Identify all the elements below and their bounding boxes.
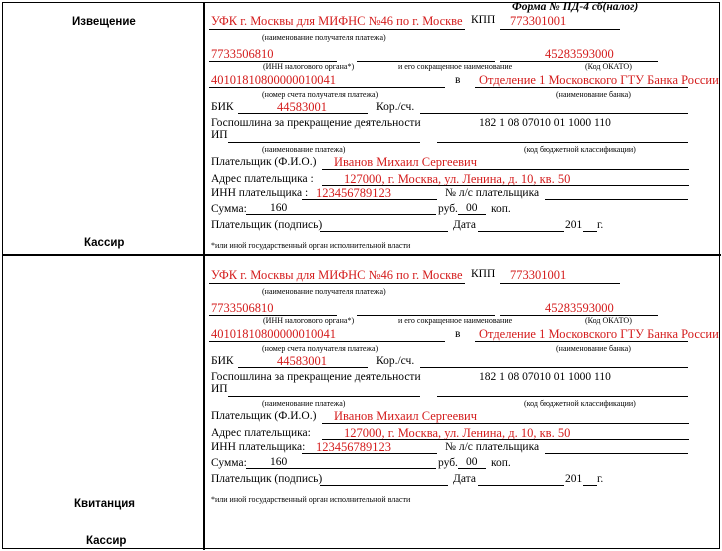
inn-value: 7733506810 [211,301,274,315]
sum-label: Сумма: [211,203,247,215]
sum-label: Сумма: [211,457,247,469]
kbk-underline [437,142,688,143]
account-value: 40101810800000010041 [211,327,336,341]
bik-label: БИК [211,355,234,367]
receipt-label: Квитанция [74,498,135,510]
payer-underline [322,169,689,170]
payer-label: Плательщик (Ф.И.О.) [211,156,317,168]
address-value: 127000, г. Москва, ул. Ленина, д. 10, кв. 50 [344,426,571,440]
okato-caption: (Код ОКАТО) [585,62,632,71]
recipient-caption: (наименование получателя платежа) [262,33,386,42]
account-value: 40101810800000010041 [211,73,336,87]
payer-inn-value: 123456789123 [316,440,391,454]
footnote: *или иной государственный орган исполнительной власти [211,495,411,504]
payment-caption: (наименование платежа) [262,399,346,408]
bank-underline [475,341,688,342]
payer-underline [322,423,689,424]
footnote: *или иной государственный орган исполнительной власти [211,241,411,250]
okato-value: 45283593000 [545,47,614,61]
payer-value: Иванов Михаил Сергеевич [334,155,477,169]
notice-label: Извещение [72,16,136,28]
section-divider [3,254,721,256]
bank-caption: (наименование банка) [556,90,631,99]
recipient-value: УФК г. Москвы для МИФНС №46 по г. Москве [211,14,463,28]
inn-caption: (ИНН налогового органа*) [263,316,355,325]
sum-kop-value: 00 [466,202,478,214]
date-label: Дата [453,473,476,485]
kpp-underline [500,283,620,284]
payment-name-line1: Госпошлина за прекращение деятельности [211,117,421,129]
in-label: в [455,328,461,340]
payment-name-underline [228,396,420,397]
recipient-value: УФК г. Москвы для МИФНС №46 по г. Москве [211,268,463,282]
year-value: 201 [565,473,583,485]
bik-value: 44583001 [277,354,327,368]
bik-underline [238,113,368,114]
corr-label: Кор./сч. [376,355,415,367]
cashier-label-2: Кассир [86,535,127,547]
recipient-underline [209,283,465,284]
cashier-label: Кассир [84,237,125,249]
signature-underline [320,231,448,232]
bank-underline [475,87,688,88]
payer-inn-underline [302,453,437,454]
year-value: 201 [565,219,583,231]
payment-name-line2: ИП [211,129,228,141]
bank-value: Отделение 1 Московского ГТУ Банка России [479,73,719,87]
bank-value: Отделение 1 Московского ГТУ Банка России [479,327,719,341]
address-value: 127000, г. Москва, ул. Ленина, д. 10, кв. 50 [344,172,571,186]
okato-caption: (Код ОКАТО) [585,316,632,325]
sum-rub-value: 160 [270,456,288,468]
payer-inn-underline [302,199,437,200]
short-name-caption: и его сокращенное наименование [398,316,513,325]
payer-inn-label: ИНН плательщика: [211,441,306,453]
address-label: Адрес плательщика: [211,427,311,439]
okato-underline [500,61,658,62]
short-name-caption: и его сокращенное наименование [398,62,513,71]
bik-underline [238,367,368,368]
column-divider [203,3,205,550]
recipient-underline [209,29,465,30]
bik-value: 44583001 [277,100,327,114]
account-underline [209,87,445,88]
account-caption: (номер счета получателя платежа) [262,90,379,99]
kop-label: коп. [491,457,511,469]
address-label: Адрес плательщика : [211,173,314,185]
payer-label: Плательщик (Ф.И.О.) [211,410,317,422]
payer-inn-label: ИНН плательщика : [211,187,309,199]
sum-kop-value: 00 [466,456,478,468]
sum-rub-value: 160 [270,202,288,214]
kbk-underline [437,396,688,397]
account-underline [209,341,445,342]
sum-rub-underline [246,214,436,215]
date-underline [478,485,564,486]
sum-rub-underline [246,468,436,469]
signature-underline [320,485,448,486]
form-title: Форма № ПД-4 сб(налог) [512,1,639,13]
kpp-underline [500,29,620,30]
corr-label: Кор./сч. [376,101,415,113]
kpp-value: 773301001 [510,14,567,28]
kbk-value: 182 1 08 07010 01 1000 110 [479,117,611,129]
date-underline [478,231,564,232]
kpp-label: КПП [471,14,496,26]
personal-account-underline [545,199,688,200]
inn-value: 7733506810 [211,47,274,61]
kop-label: коп. [491,203,511,215]
recipient-caption: (наименование получателя платежа) [262,287,386,296]
bank-caption: (наименование банка) [556,344,631,353]
personal-account-label: № л/с плательщика [445,187,540,199]
rub-label: руб. [438,457,458,469]
year-suffix: г. [597,473,604,485]
payment-name-underline [228,142,420,143]
okato-value: 45283593000 [545,301,614,315]
kbk-caption: (код бюджетной классификации) [524,399,636,408]
date-label: Дата [453,219,476,231]
payment-caption: (наименование платежа) [262,145,346,154]
signature-label: Плательщик (подпись) [211,219,323,231]
kpp-value: 773301001 [510,268,567,282]
payment-name-line2: ИП [211,383,228,395]
rub-label: руб. [438,203,458,215]
year-suffix: г. [597,219,604,231]
year-underline [583,231,597,232]
corr-underline [420,367,688,368]
sum-kop-underline [458,468,486,469]
inn-caption: (ИНН налогового органа*) [263,62,355,71]
kbk-caption: (код бюджетной классификации) [524,145,636,154]
payment-name-line1: Госпошлина за прекращение деятельности [211,371,421,383]
account-caption: (номер счета получателя платежа) [262,344,379,353]
payer-inn-value: 123456789123 [316,186,391,200]
bik-label: БИК [211,101,234,113]
payer-value: Иванов Михаил Сергеевич [334,409,477,423]
sum-kop-underline [458,214,486,215]
year-underline [583,485,597,486]
corr-underline [420,113,688,114]
personal-account-underline [545,453,688,454]
signature-label: Плательщик (подпись) [211,473,323,485]
kpp-label: КПП [471,268,496,280]
okato-underline [500,315,658,316]
kbk-value: 182 1 08 07010 01 1000 110 [479,371,611,383]
personal-account-label: № л/с плательщика [445,441,540,453]
in-label: в [455,74,461,86]
